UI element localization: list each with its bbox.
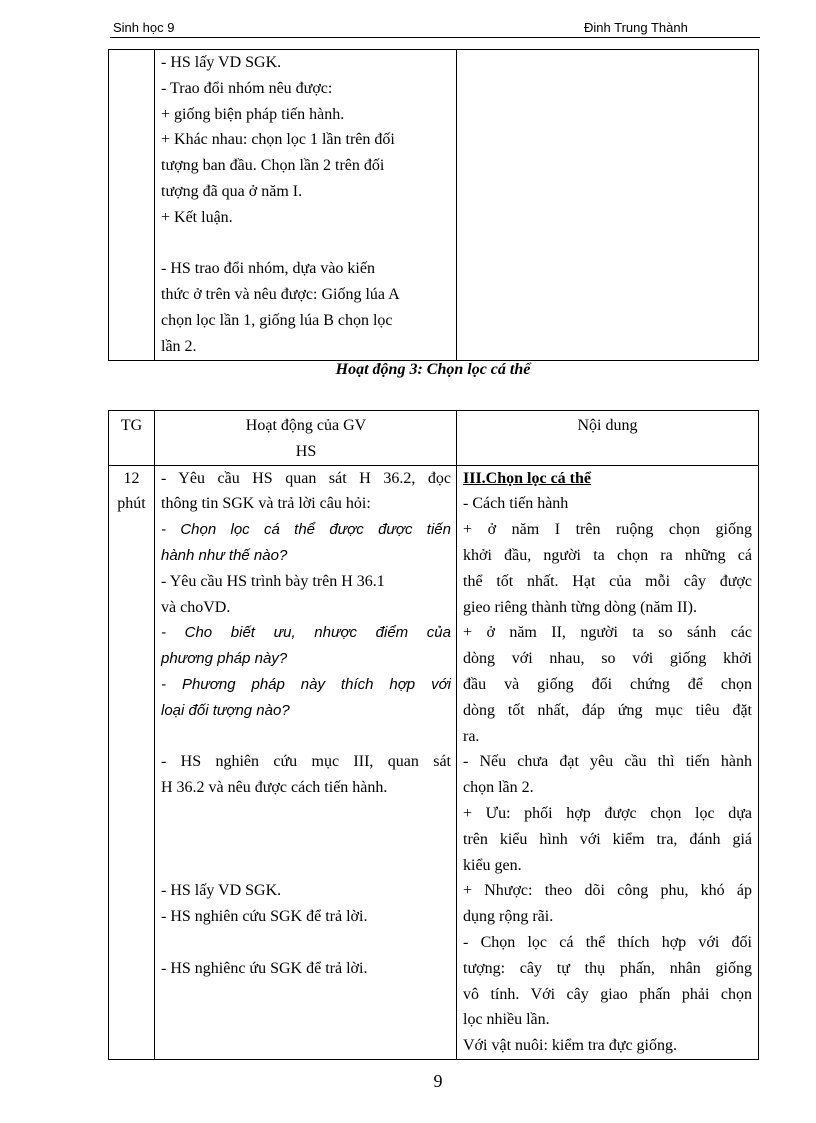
content-cell (457, 465, 759, 1059)
text-line: tượng ban đầu. Chọn lần 2 trên đối (161, 157, 385, 175)
text-line: H 36.2 và nêu được cách tiến hành. (161, 779, 388, 797)
text-line: kiểu gen. (463, 856, 522, 874)
activity-lines (161, 466, 451, 982)
text-line (161, 231, 451, 257)
text-line: + Nhược: theo dõi công phu, khó áp (463, 882, 752, 900)
page-number: 9 (433, 1071, 443, 1091)
text-line (161, 827, 451, 853)
text-line: Với vật nuôi: kiểm tra đực giống. (463, 1037, 677, 1055)
activity-2-continued-table (108, 49, 759, 361)
text-line (161, 853, 451, 879)
text-line: + Ưu: phối hợp được chọn lọc dựa (463, 804, 752, 822)
text-line (161, 801, 451, 827)
activity-lines (161, 50, 451, 360)
teacher-student-activity-cell (155, 50, 457, 361)
header-content-label: Nội dung (577, 417, 638, 434)
text-line: - HS lấy VD SGK. (161, 54, 282, 71)
header-activity-line1: Hoạt động của GV (245, 417, 367, 434)
text-line: + giống biện pháp tiến hành. (161, 105, 345, 123)
header-tg-label: TG (120, 417, 143, 434)
text-line: - Yêu cầu HS trình bày trên H 36.1 (161, 572, 385, 590)
text-line: thức ở trên và nêu được: Giống lúa A (161, 286, 400, 304)
page-header (110, 19, 760, 38)
text-line: thể tốt nhất. Hạt của mỗi cây được (463, 572, 752, 590)
text-line (161, 724, 451, 750)
activity-3-title: Hoạt động 3: Chọn lọc cá thể (335, 361, 531, 378)
table-row (109, 50, 759, 361)
time-unit: phút (117, 495, 146, 513)
time-value: 12 (123, 469, 140, 487)
content-cell (457, 50, 759, 361)
header-subject: Sinh học 9 (113, 20, 175, 35)
text-line: loại đối tượng nào? (161, 701, 290, 719)
time-cell (109, 465, 155, 1059)
text-line: dòng với nhau, so với giống khởi (463, 650, 752, 668)
text-line: dòng tốt nhất, đáp ứng mục tiêu đặt (463, 701, 752, 719)
header-tg (109, 411, 155, 466)
text-line: gieo riêng thành từng dòng (năm II). (463, 598, 697, 616)
text-line: đầu và giống đối chứng để chọn (463, 675, 752, 693)
header-content (457, 411, 759, 466)
text-line: - Cho biết ưu, nhược điểm của (161, 624, 451, 642)
text-line: dụng rộng rãi. (463, 908, 554, 926)
text-line: + Khác nhau: chọn lọc 1 lần trên đối (161, 131, 395, 149)
text-line: - Nếu chưa đạt yêu cầu thì tiến hành (463, 753, 752, 771)
text-line: lọc nhiều lần. (463, 1011, 550, 1029)
text-line: khởi đầu, người ta chọn ra những cá (463, 546, 752, 564)
text-line: - Yêu cầu HS quan sát H 36.2, đọc (161, 469, 451, 487)
text-line: phương pháp này? (161, 650, 288, 668)
header-author: Đinh Trung Thành (584, 20, 688, 35)
table-row (109, 465, 759, 1059)
text-line: tượng đã qua ở năm I. (161, 182, 303, 200)
text-line: - Chọn lọc cá thể thích hợp với đối (463, 933, 752, 951)
text-line: - HS lấy VD SGK. (161, 882, 282, 900)
content-lines (463, 491, 752, 1059)
teacher-student-activity-cell (155, 465, 457, 1059)
text-line: chọn lọc lần 1, giống lúa B chọn lọc (161, 311, 393, 329)
text-line: + ở năm II, người ta so sánh các (463, 624, 752, 642)
text-line: + Kết luận. (161, 208, 233, 226)
header-activity (155, 411, 457, 466)
text-line: - Chọn lọc cá thể được được tiến (161, 521, 451, 539)
section-title: III.Chọn lọc cá thể (463, 469, 592, 487)
text-line: - HS trao đổi nhóm, dựa vào kiến (161, 260, 375, 278)
text-line: hành như thế nào? (161, 546, 288, 564)
text-line: vô tính. Với cây giao phấn phải chọn (463, 985, 752, 1003)
activity-3-table (108, 410, 759, 1060)
text-line (161, 930, 451, 956)
text-line: tượng: cây tự thụ phấn, nhân giống (463, 959, 752, 977)
text-line: ra. (463, 727, 480, 745)
table-header-row (109, 411, 759, 466)
text-line: trên kiểu hình với kiểm tra, đánh giá (463, 830, 752, 848)
text-line: - Phương pháp này thích hợp với (161, 675, 451, 693)
text-line: thông tin SGK và trả lời câu hỏi: (161, 495, 371, 513)
text-line: - Cách tiến hành (463, 495, 569, 513)
text-line: - HS nghiênc ứu SGK để trả lời. (161, 959, 368, 977)
time-cell (109, 50, 155, 361)
text-line: - HS nghiên cứu mục III, quan sát (161, 753, 451, 771)
text-line: lần 2. (161, 337, 197, 355)
text-line: - Trao đổi nhóm nêu được: (161, 79, 333, 97)
header-activity-line2: HS (295, 442, 317, 460)
text-line: chọn lần 2. (463, 779, 534, 797)
text-line: - HS nghiên cứu SGK để trả lời. (161, 908, 368, 926)
text-line: + ở năm I trên ruộng chọn giống (463, 521, 752, 539)
text-line: và choVD. (161, 598, 231, 616)
